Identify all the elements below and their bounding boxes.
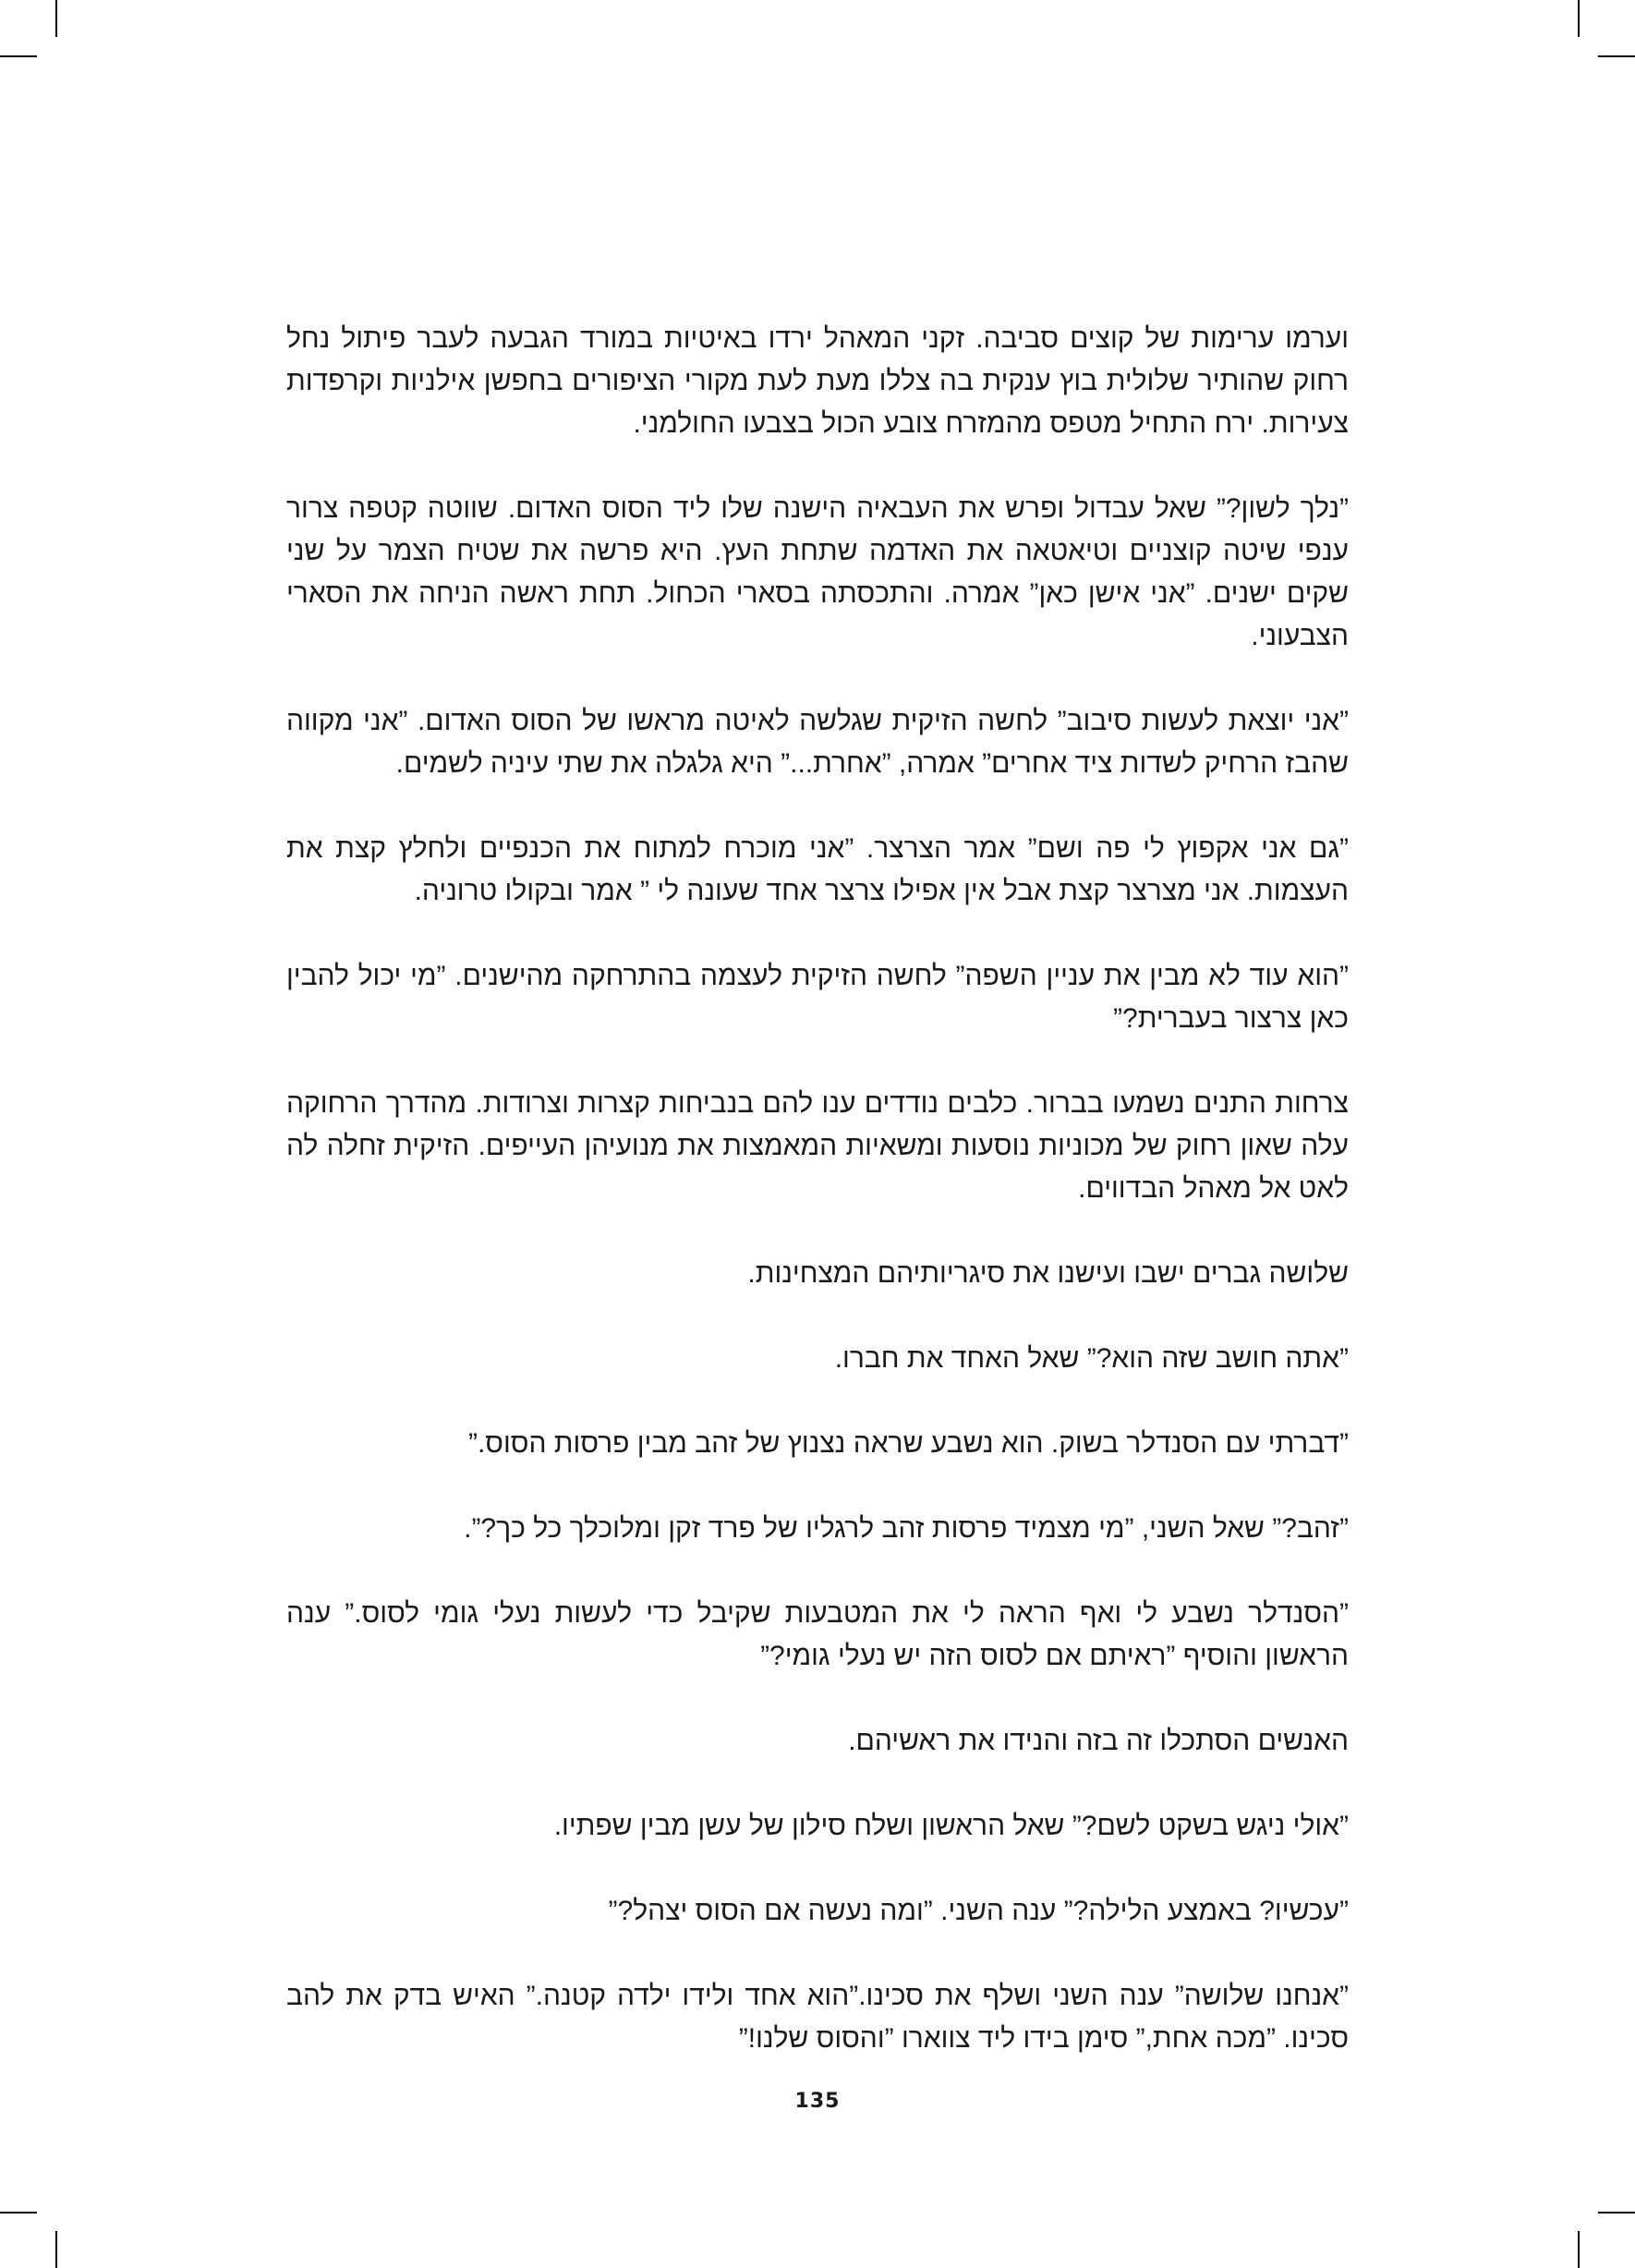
crop-mark xyxy=(55,0,57,37)
paragraph: שלושה גברים ישבו ועישנו את סיגריותיהם המצחינות. xyxy=(747,1258,1349,1289)
crop-mark xyxy=(1598,55,1635,57)
crop-mark xyxy=(1578,2231,1580,2268)
paragraph: ”גם אני אקפוץ לי פה ושם” אמר הצרצר. ”אני מוכרח למתוח את הכנפיים ולחלץ קצת את העצמות. אני מצרצר קצת אבל אין אפילו צרצר אחד שעונה לי ” אמר ובקולו טרוניה. xyxy=(286,833,1349,906)
paragraph: ”אתה חושב שזה הוא?” שאל האחד את חברו. xyxy=(834,1343,1349,1374)
crop-mark xyxy=(0,55,37,57)
paragraph: ”נלך לשון?” שאל עבדול ופרש את העבאיה הישנה שלו ליד הסוס האדום. שווטה קטפה צרור ענפי שיטה קוצניים וטיאטאה את האדמה שתחת העץ. היא פרשה את שטיח הצמר על שני שקים ישנים. ”אני אישן כאן” אמרה. והתכסתה בסארי הכחול. תחת ראשה הניחה את הסארי הצבעוני. xyxy=(286,493,1349,651)
page-number: 135 xyxy=(794,2090,841,2113)
crop-mark xyxy=(55,2231,57,2268)
paragraph: וערמו ערימות של קוצים סביבה. זקני המאהל ירדו באיטיות במורד הגבעה לעבר פיתול נחל רחוק שהותיר שלולית בוץ ענקית בה צללו מעת לעת מקורי הציפורים בחפשן אילניות וקרפדות צעירות. ירח התחיל מטפס מהמזרח צובע הכול בצבעו החולמני. xyxy=(286,323,1349,439)
crop-mark xyxy=(1578,0,1580,37)
paragraph: ”עכשיו? באמצע הלילה?” ענה השני. ”ומה נעשה אם הסוס יצהל?” xyxy=(608,1896,1349,1926)
paragraph: ”הסנדלר נשבע לי ואף הראה לי את המטבעות שקיבל כדי לעשות נעלי גומי לסוס.” ענה הראשון והוסיף ”ראיתם אם לסוס הזה יש נעלי גומי?” xyxy=(286,1598,1349,1671)
crop-mark xyxy=(1598,2212,1635,2213)
paragraph: ”זהב?” שאל השני, ”מי מצמיד פרסות זהב לרגליו של פרד זקן ומלוכלך כל כך?”. xyxy=(464,1513,1349,1544)
body-text xyxy=(286,318,1349,2103)
paragraph: ”אני יוצאת לעשות סיבוב” לחשה הזיקית שגלשה לאיטה מראשו של הסוס האדום. ”אני מקווה שהבז הרחיק לשדות ציד אחרים” אמרה, ”אחרת...” היא גלגלה את שתי עיניה לשמים. xyxy=(286,706,1349,779)
paragraph: צרחות התנים נשמעו בברור. כלבים נודדים ענו להם בנביחות קצרות וצרודות. מהדרך הרחוקה עלה שאון רחוק של מכוניות נוסעות ומשאיות המאמצות את מנועיהן העייפים. הזיקית זחלה לה לאט אל מאהל הבדווים. xyxy=(286,1088,1349,1204)
paragraph: ”דברתי עם הסנדלר בשוק. הוא נשבע שראה נצנוץ של זהב מבין פרסות הסוס.” xyxy=(467,1428,1349,1459)
crop-mark xyxy=(0,2212,37,2213)
paragraph: ”אולי ניגש בשקט לשם?” שאל הראשון ושלח סילון של עשן מבין שפתיו. xyxy=(553,1811,1349,1841)
paragraph: האנשים הסתכלו זה בזה והנידו את ראשיהם. xyxy=(848,1726,1349,1756)
paragraph: ”אנחנו שלושה” ענה השני ושלף את סכינו.”הוא אחד ולידו ילדה קטנה.” האיש בדק את להב סכינו. ”מכה אחת,” סימן בידו ליד צווארו ”והסוס שלנו!” xyxy=(286,1981,1349,2054)
paragraph: ”הוא עוד לא מבין את עניין השפה” לחשה הזיקית לעצמה בהתרחקה מהישנים. ”מי יכול להבין כאן צרצור בעברית?” xyxy=(286,961,1349,1034)
